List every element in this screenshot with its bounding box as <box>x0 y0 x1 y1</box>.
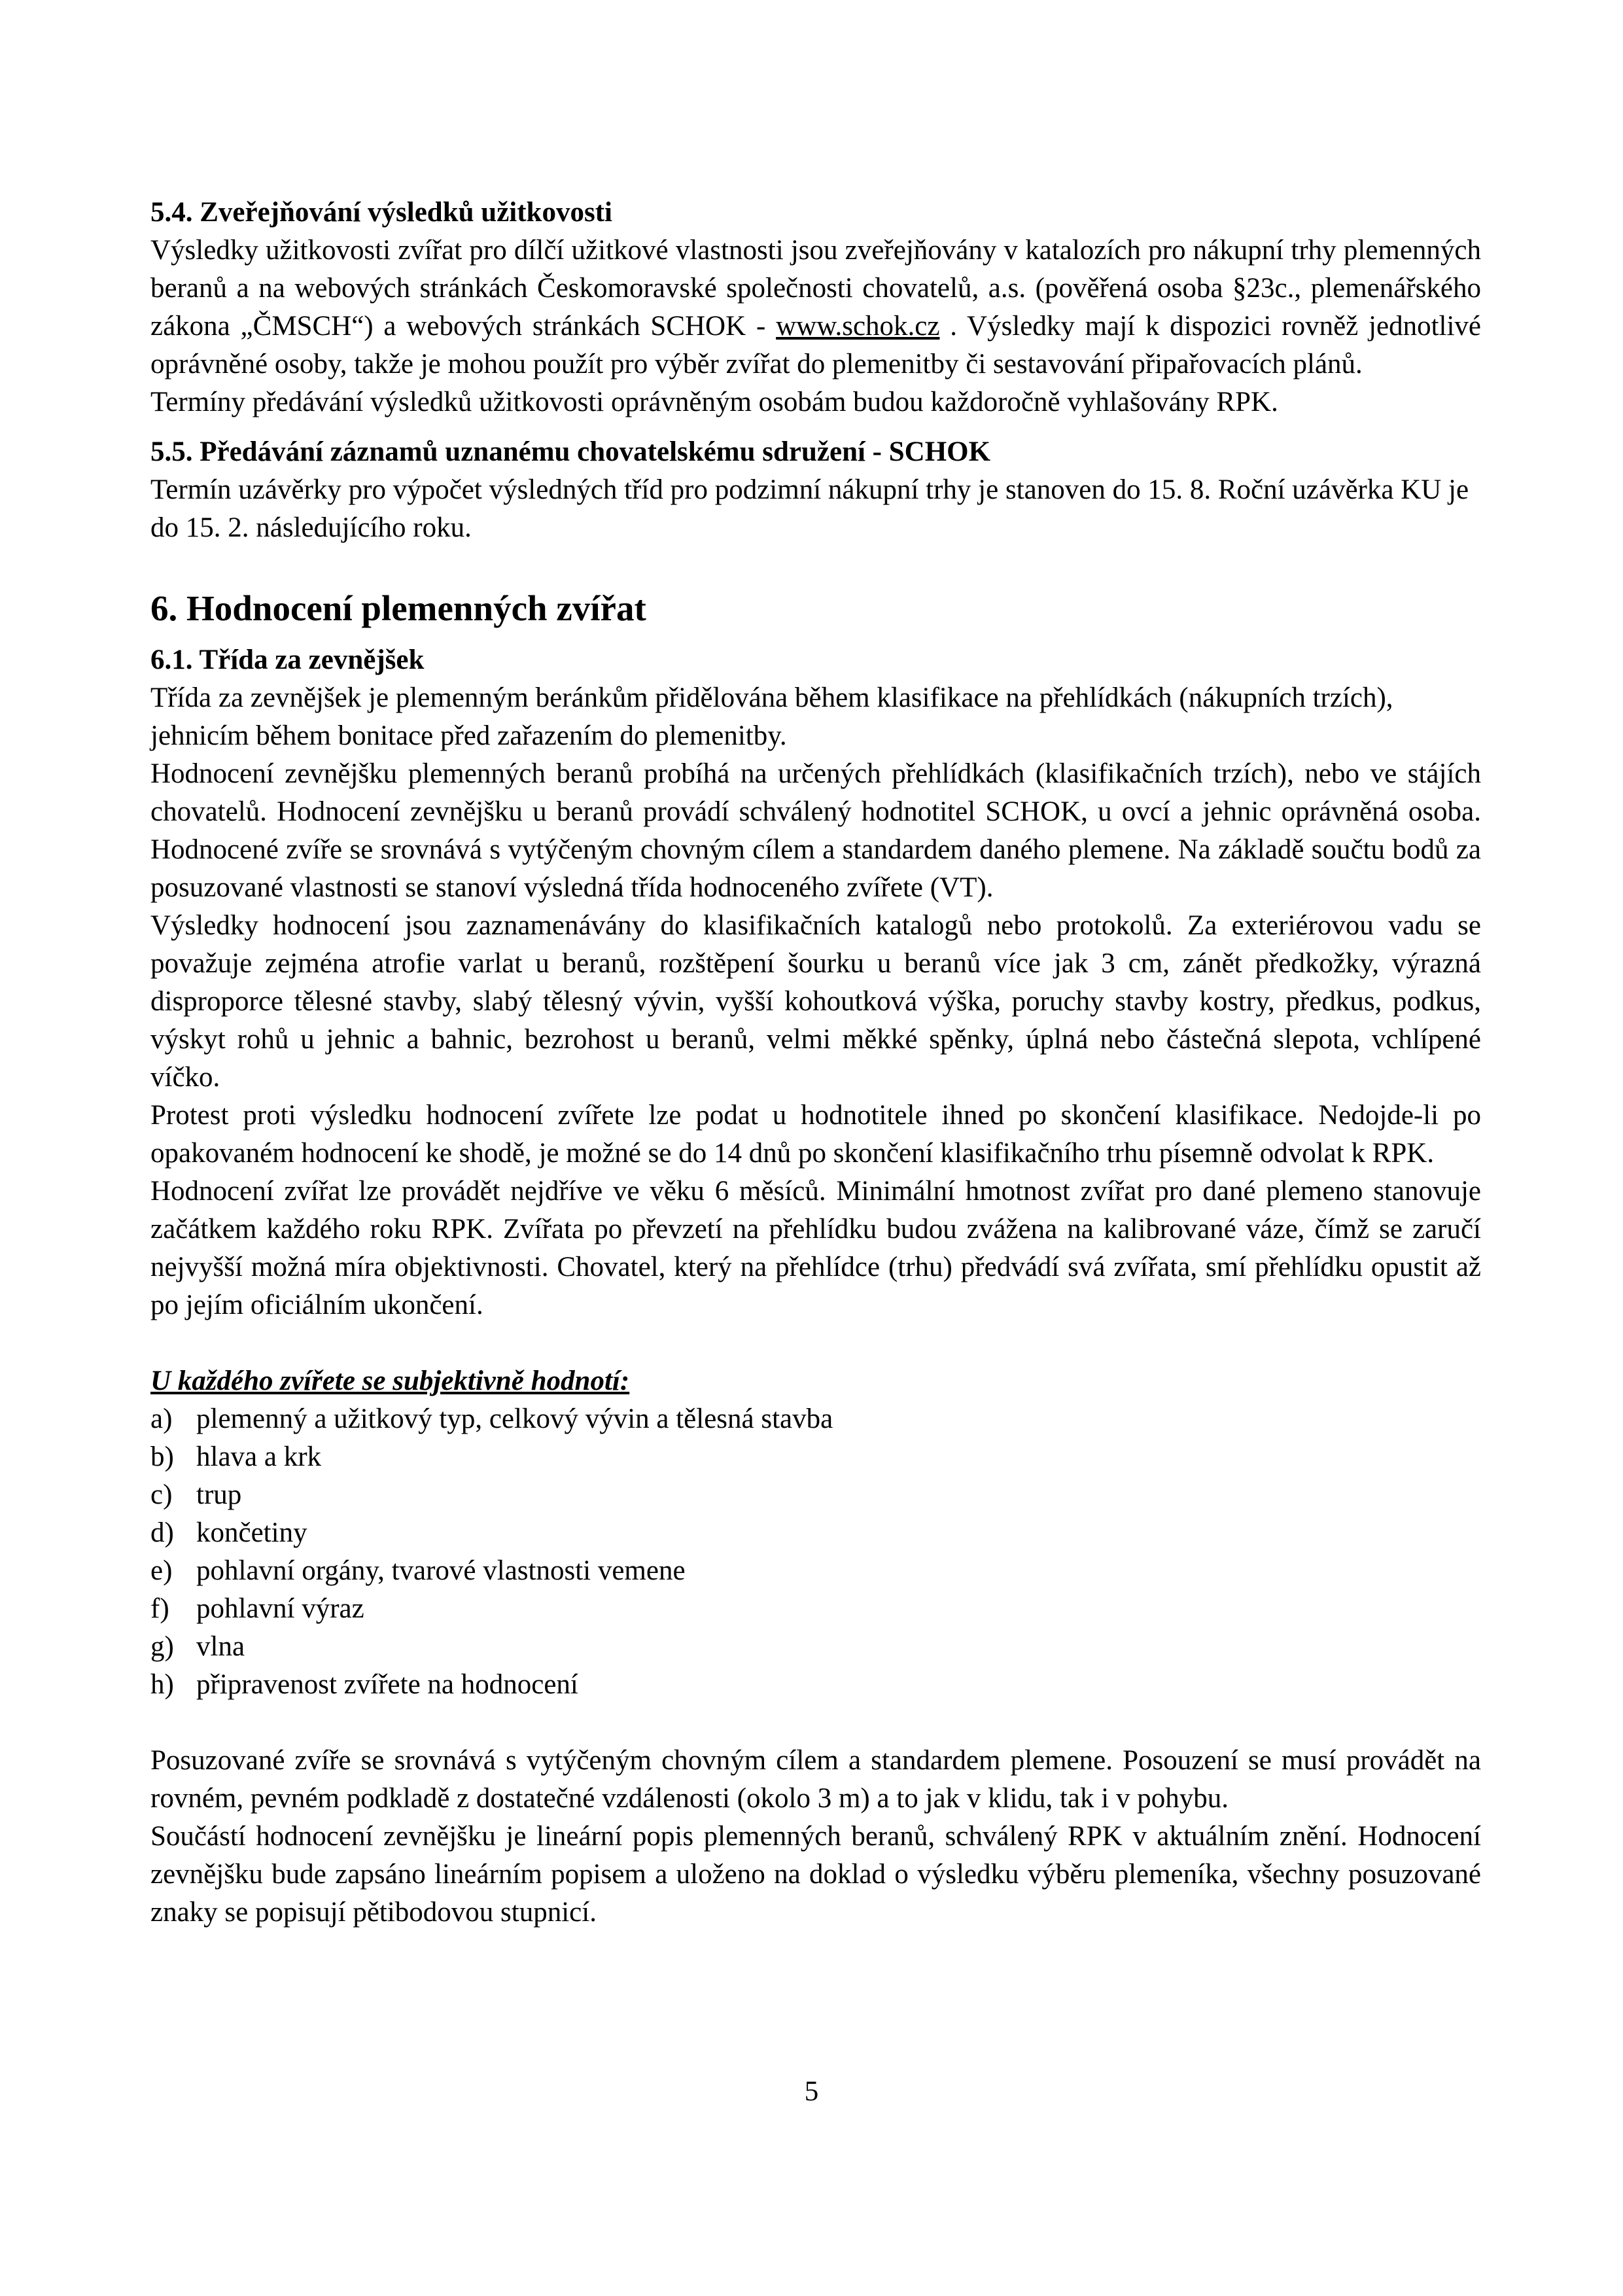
section-6-1-paragraph-2: Hodnocení zevnějšku plemenných beranů probíhá na určených přehlídkách (klasifikačních trzích), nebo ve stájích chovatelů. Hodnocení zevnějšku u beranů provádí schválený hodnotitel SCHOK, u ovcí a jehnic oprávněná osoba. Hodnocené zvíře se srovnává s vytýčeným chovným cílem a standardem daného plemene. Na základě součtu bodů za posuzované vlastnosti se stanoví výsledná třída hodnoceného zvířete (VT). <box>150 758 1481 903</box>
list-item-text: trup <box>196 1479 242 1510</box>
schok-website-link[interactable]: www.schok.cz <box>776 311 940 342</box>
list-item-text: pohlavní orgány, tvarové vlastnosti vemene <box>196 1555 686 1586</box>
section-6-1-paragraph-1: Třída za zevnějšek je plemenným beránkům přidělována během klasifikace na přehlídkách (nákupních trzích), jehnicím během bonitace před zařazením do plemenitby. <box>150 682 1393 751</box>
list-item-text: plemenný a užitkový typ, celkový vývin a tělesná stavba <box>196 1404 833 1434</box>
list-item <box>150 1476 1481 1514</box>
list-item-text: připravenost zvířete na hodnocení <box>196 1669 578 1700</box>
list-item <box>150 1666 1481 1704</box>
list-item <box>150 1438 1481 1476</box>
section-5-5-paragraph-1: Termín uzávěrky pro výpočet výsledných tříd pro podzimní nákupní trhy je stanoven do 15. 8. Roční uzávěrka KU je do 15. 2. následujícího roku. <box>150 474 1469 543</box>
list-item <box>150 1514 1481 1552</box>
list-item-marker: f) <box>150 1593 169 1624</box>
list-item-marker: b) <box>150 1441 174 1472</box>
list-item-text: pohlavní výraz <box>196 1593 364 1624</box>
list-item <box>150 1628 1481 1666</box>
document-page <box>150 194 1481 1932</box>
section-6-1-paragraph-7: Součástí hodnocení zevnějšku je lineární popis plemenných beranů, schválený RPK v aktuálním znění. Hodnocení zevnějšku bude zapsáno lineárním popisem a uloženo na doklad o výsledku výběru plemeníka, všechny posuzované znaky se popisují pětibodovou stupnicí. <box>150 1821 1481 1928</box>
list-item-text: končetiny <box>196 1517 307 1548</box>
section-6-1-heading: 6.1. Třída za zevnějšek <box>150 645 425 675</box>
section-6-1-paragraph-5: Hodnocení zvířat lze provádět nejdříve ve věku 6 měsíců. Minimální hmotnost zvířat pro dané plemeno stanovuje začátkem každého roku RPK. Zvířata po převzetí na přehlídku budou zvážena na kalibrované váze, čímž se zaručí nejvyšší možná míra objektivnosti. Chovatel, který na přehlídce (trhu) předvádí svá zvířata, smí přehlídku opustit až po jejím oficiálním ukončení. <box>150 1176 1481 1320</box>
list-item <box>150 1400 1481 1438</box>
list-item-marker: a) <box>150 1404 173 1434</box>
section-6-1-paragraph-3: Výsledky hodnocení jsou zaznamenávány do klasifikačních katalogů nebo protokolů. Za exteriérovou vadu se považuje zejména atrofie varlat u beranů, rozštěpení šourku u beranů více jak 3 cm, zánět předkožky, výrazná disproporce tělesné stavby, slabý tělesný vývin, vyšší kohoutková výška, poruchy stavby kostry, předkus, podkus, výskyt rohů u jehnic a bahnic, bezrohost u beranů, velmi měkké spěnky, úplná nebo částečná slepota, vchlípené víčko. <box>150 910 1481 1093</box>
section-5-4-paragraph-1-text-b: . Výsledky mají k dispozici rovněž jednotlivé oprávněné osoby, takže je mohou použít pro výběr zvířat do plemenitby či sestavování připařovacích plánů. <box>150 311 1481 380</box>
section-6-1-paragraph-6: Posuzované zvíře se srovnává s vytýčeným chovným cílem a standardem plemene. Posouzení se musí provádět na rovném, pevném podkladě z dostatečné vzdálenosti (okolo 3 m) a to jak v klidu, tak i v pohybu. <box>150 1745 1481 1814</box>
section-5-4-paragraph-2: Termíny předávání výsledků užitkovosti oprávněným osobám budou každoročně vyhlašovány RPK. <box>150 387 1278 417</box>
section-6-1-paragraph-4: Protest proti výsledku hodnocení zvířete lze podat u hodnotitele ihned po skončení klasifikace. Nedojde-li po opakovaném hodnocení ke shodě, je možné se do 14 dnů po skončení klasifikačního trhu písemně odvolat k RPK. <box>150 1100 1481 1169</box>
list-item-text: hlava a krk <box>196 1441 322 1472</box>
list-item-marker: g) <box>150 1631 174 1662</box>
list-item <box>150 1590 1481 1628</box>
list-item-marker: h) <box>150 1669 174 1700</box>
section-5-4-paragraph-1 <box>150 232 1481 383</box>
section-5-4-heading: 5.4. Zveřejňování výsledků užitkovosti <box>150 197 612 228</box>
section-6-heading: 6. Hodnocení plemenných zvířat <box>150 588 646 628</box>
list-item-marker: c) <box>150 1479 173 1510</box>
section-5-5-heading: 5.5. Předávání záznamů uznanému chovatelskému sdružení - SCHOK <box>150 436 991 467</box>
list-item-marker: e) <box>150 1555 173 1586</box>
list-item-marker: d) <box>150 1517 174 1548</box>
list-item <box>150 1552 1481 1590</box>
evaluation-list-intro: U každého zvířete se subjektivně hodnotí: <box>150 1366 630 1396</box>
section-5-4-paragraph-1-text-a: Výsledky užitkovosti zvířat pro dílčí užitkové vlastnosti jsou zveřejňovány v katalozích pro nákupní trhy plemenných beranů a na webových stránkách Českomoravské společnosti chovatelů, a.s. (pověřená osoba §23c., plemenářského zákona „ČMSCH“) a webových stránkách SCHOK - <box>150 235 1481 342</box>
page-number: 5 <box>804 2076 819 2107</box>
list-item-text: vlna <box>196 1631 245 1662</box>
evaluation-list <box>150 1400 1481 1704</box>
